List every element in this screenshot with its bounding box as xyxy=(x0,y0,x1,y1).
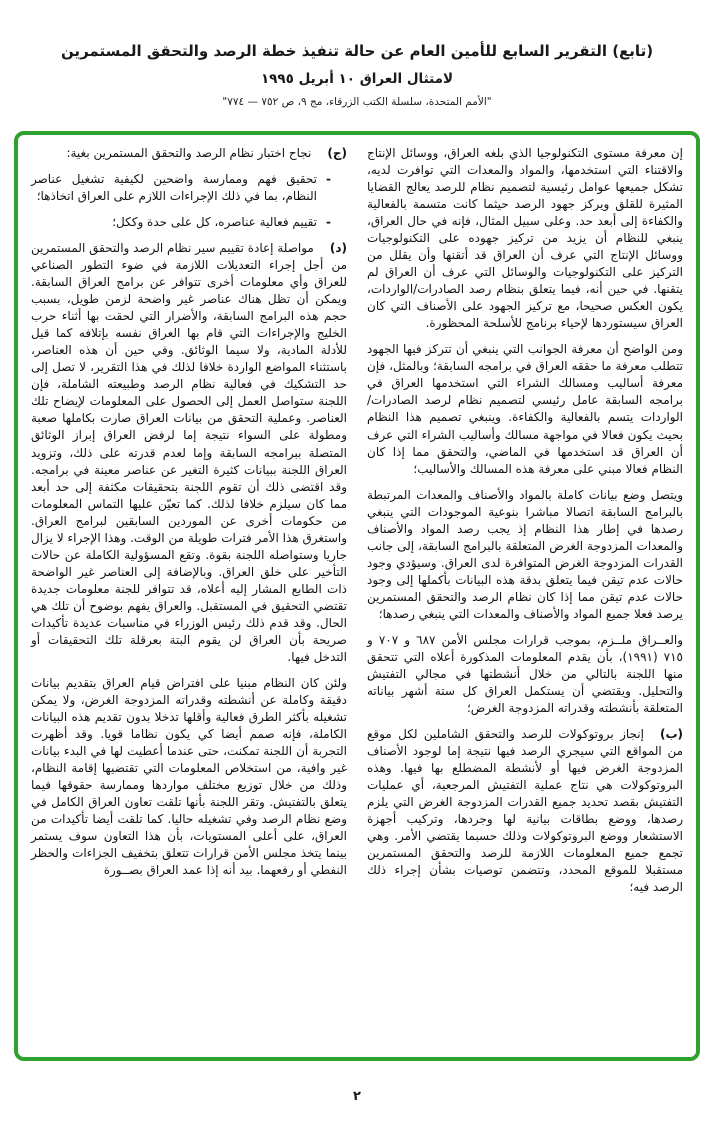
left-column xyxy=(31,145,347,1049)
item-text: مواصلة إعادة تقييم سير نظام الرصد والتحقق المستمرين من أجل إجراء التعديلات اللازمة في ضوء التطور الصناعي للعراق وأي معلومات أخرى تتوافر عن برامج العراق السابقة. ويمكن أن تظل هناك عناصر غير واضحة لزمن طويل، بسبب حجم هذه البرامج السابقة، والأضرار التي لحقت بها أثناء حرب الخليج والإجراءات التي قام بها العراق نفسه بإتلافه كما قيل للأدلة المادية، ولا سيما الوثائق. وفي حين أن هذه العناصر، باستثناء المواضع الواردة خلافا لذلك في هذا التقرير، لا تصل إلى حد التشكيك في فعالية نظام الرصد وطبيعته الشاملة، فإن اللجنة ستواصل العمل إلى الحصول على المعلومات لإيضاح تلك العناصر. وعملية التحقق من بيانات العراق صارت بكاملها صعبة ومطولة على السواء نتيجة إما لرفض العراق إبراز الوثائق المتصلة ببرامجه السابقة وإما لعدم قدرته على ذلك، وتزويد العراق اللجنة ببيانات كثيرة التغير عن عناصر معينة في برامجه. وقد اقتضى ذلك أن تقوم اللجنة بتحقيقات مكثفة إلى حد أبعد مما كان سيلزم خلافا لذلك. كما تعيّن عليها التماس المعلومات من حكومات أخرى عن الموردين السابقين لبرامج العراق. واستغرق هذا الأمر فترات طويلة من الوقت. وهذا الإجراء لا يزال جاريا وستواصله اللجنة بقوة. وتقع المسؤولية الكاملة عن حالات التأخير على خلق العراق. وبالإضافة إلى العناصر غير الواضحة ذات الطابع المشار إليه أعلاه، قد تتوافر للجنة معلومات جديدة تقتضي التحقيق في المستقبل. والعراق يفهم بوضوح أن تلك هي الحال. وقد قدم ذلك رئيس الوزراء في مناسبات عديدة تأكيدات صريحة بأن العراق لن يقوم البتة بعرقلة تلك التحقيقات أو التدخل فيها. xyxy=(30,241,347,664)
dash-marker: - xyxy=(326,172,331,187)
list-item xyxy=(31,214,347,231)
item-text: نجاح اختبار نظام الرصد والتحقق المستمرين بغية: xyxy=(66,146,312,160)
item-label: (د) xyxy=(329,241,347,256)
list-item-b xyxy=(367,726,683,896)
dash-marker: - xyxy=(326,215,331,230)
page-number: ٢ xyxy=(353,1089,361,1104)
list-item-j xyxy=(31,145,347,162)
paragraph: والعــراق ملــزم، بموجب قرارات مجلس الأمن ٦٨٧ و ٧٠٧ و ٧١٥ (١٩٩١)، بأن يقدم المعلومات المذكورة أعلاه التي تتحقق منها اللجنة بالتالي من خلال أنشطتها في مجالي التفتيش والتحليل. ويقتضي أن يستكمل العراق كل ستة أشهر بياناته المتعلقة بأنشطته وقدراته المزدوجة الغرض؛ xyxy=(367,632,684,715)
list-item-d xyxy=(31,240,347,666)
bullet-text: تقييم فعالية عناصره، كل على حدة وككل؛ xyxy=(112,215,318,230)
document-header xyxy=(0,0,714,108)
document-title: (تابع) التقرير السابع للأمين العام عن حالة تنفيذ خطة الرصد والتحقق المستمرين xyxy=(60,42,654,60)
paragraph: ومن الواضح أن معرفة الجوانب التي ينبغي أن تتركز فيها الجهود تتطلب معرفة ما حققه العراق في برامجه السابقة؛ وبالمثل، فإن معرفة أساليب ومسالك الشراء التي استخدمها العراق في برامجه السابقة عامل رئيسي لتصميم نظام لرصد الصادرات/الواردات يتسم بالفعالية والكفاءة. وينبغي تصميم هذا النظام بحيث يكون فعالا في مواجهة مسالك وأساليب الشراء التي عرف أن العراق قد استخدمها في الماضي، والتحقق مما إذا كان النظام فعالا مبني على معرفة هذه المسالك والأساليب؛ xyxy=(367,342,683,476)
list-item xyxy=(31,171,347,205)
text-frame xyxy=(14,131,700,1061)
document-subtitle: لامتثال العراق ١٠ أبريل ١٩٩٥ xyxy=(260,71,454,87)
item-text: إنجاز بروتوكولات للرصد والتحقق الشاملين لكل موقع من المواقع التي سيجري الرصد فيها نتيجة إما لوجود الأصناف المزدوجة الغرض فيها أو لأنشطة المضطلع بها فيها. وهذه البروتوكولات هي نتاج عملية التفتيش المرجعية، أي عمليات التفتيش بقصد تحديد جميع القدرات المزدوجة الغرض التي يلزم رصدها، ووضع بطاقات بيانية لها وجردها، وتركيب أجهزة الاستشعار ووضع البروتوكولات وذلك حسبما يقتضي الأمر. وهي تجمع جميع المعلومات اللازمة للرصد والتحقق المستمرين مستقبلا للموقع المحدد، وتتضمن توصيات بشأن إجراء ذلك الرصد فيه؛ xyxy=(367,727,683,895)
paragraph: ويتصل وضع بيانات كاملة بالمواد والأصناف والمعدات المرتبطة بالبرامج السابقة اتصالا مباشرا بنوعية الموجودات التي ينبغي رصدها في إطار هذا النظام إذ يجب رصد المواد والأصناف والمعدات المزدوجة الغرض المتعلقة بالبرامج السابقة، إلى جانب القدرات المزدوجة الغرض المتوافرة لدى العراق. وسيؤدي وجود حالات عدم تيقن فيما يتعلق بدقة هذه البيانات بأكملها إلى وجود حالات عدم تيقن مما إذا كان نظام الرصد والتحقق المستمرين يرصد فعلا جميع المواد والأصناف والمعدات التي ينبغي رصدها؛ xyxy=(367,487,683,621)
paragraph: إن معرفة مستوى التكنولوجيا الذي بلغه العراق، ووسائل الإنتاج والاقتناء التي استخدمها، والمواد والمعدات التي توافرت لديه، تشكل جميعها عوامل رئيسية لتصميم نظام للرصد يعالج القضايا المثيرة للقلق ويركز جهود الرصد حيثما كانت متسمة بالفعالية والكفاءة إلى أبعد حد. وعلى سبيل المثال، فإنه في حال العراق، ينبغي للنظام أن يزيد من تركيز جهوده على التكنولوجيات ووسائل الإنتاج التي عرف أن العراق قد أتقنها وأن يقلل من التركيز على التكنولوجيات والوسائل التي عرف أن العراق لم يتقنها. في حين أنه، فيما يتعلق بنظام رصد الصادرات/الواردات، يكون العكس صحيحا، مع تركيز الجهود على الأصناف التي كان العراق سيستوردها لإحياء برنامج للأسلحة المحظورة. xyxy=(367,146,683,331)
item-label: (ج) xyxy=(327,146,347,160)
bullet-text: تحقيق فهم وممارسة واضحين لكيفية تشغيل عناصر النظام، بما في ذلك الإجراءات اللازم على العراق اتخاذها؛ xyxy=(31,172,318,204)
right-column xyxy=(367,145,683,1049)
two-column-layout xyxy=(31,145,683,1049)
item-label: (ب) xyxy=(659,727,683,741)
paragraph: ولئن كان النظام مبنيا على افتراض قيام العراق بتقديم بيانات دقيقة وكاملة عن أنشطته وقدراته المزدوجة الغرض، ولا يمكن تشغيله بأكثر الطرق فعالية وأقلها تدخلا بدون تقديم هذه البيانات الكاملة، فإنه صمم أيضا كي يكون نظاما قويا. وقد أظهرت التجربة أن اللجنة تمكنت، حتى عندما أعطيت لها في البدء بيانات غير وافية، من استخلاص المعلومات التي تقتضيها إقامة النظام، وذلك من خلال توزيع مختلف مواردها وممارسة حقوقها فيما يتعلق بالتفتيش. وتقر اللجنة بأنها تلقت تعاون العراق الكامل في وضع نظام الرصد وفي تشغيله حاليا. كما تلقت أيضا تأكيدات من العراق، على أعلى المستويات، بأن هذا التعاون سوف يستمر بينما يتخذ مجلس الأمن قرارات تتعلق بتخفيف الجزاءات والحظر النفطي أو رفعهما. بيد أنه إذا عمد العراق بصــورة xyxy=(31,675,347,878)
source-citation: "الأمم المتحدة، سلسلة الكتب الزرقاء، مج ٩، ص ٧٥٢ — ٧٧٤" xyxy=(222,96,492,108)
